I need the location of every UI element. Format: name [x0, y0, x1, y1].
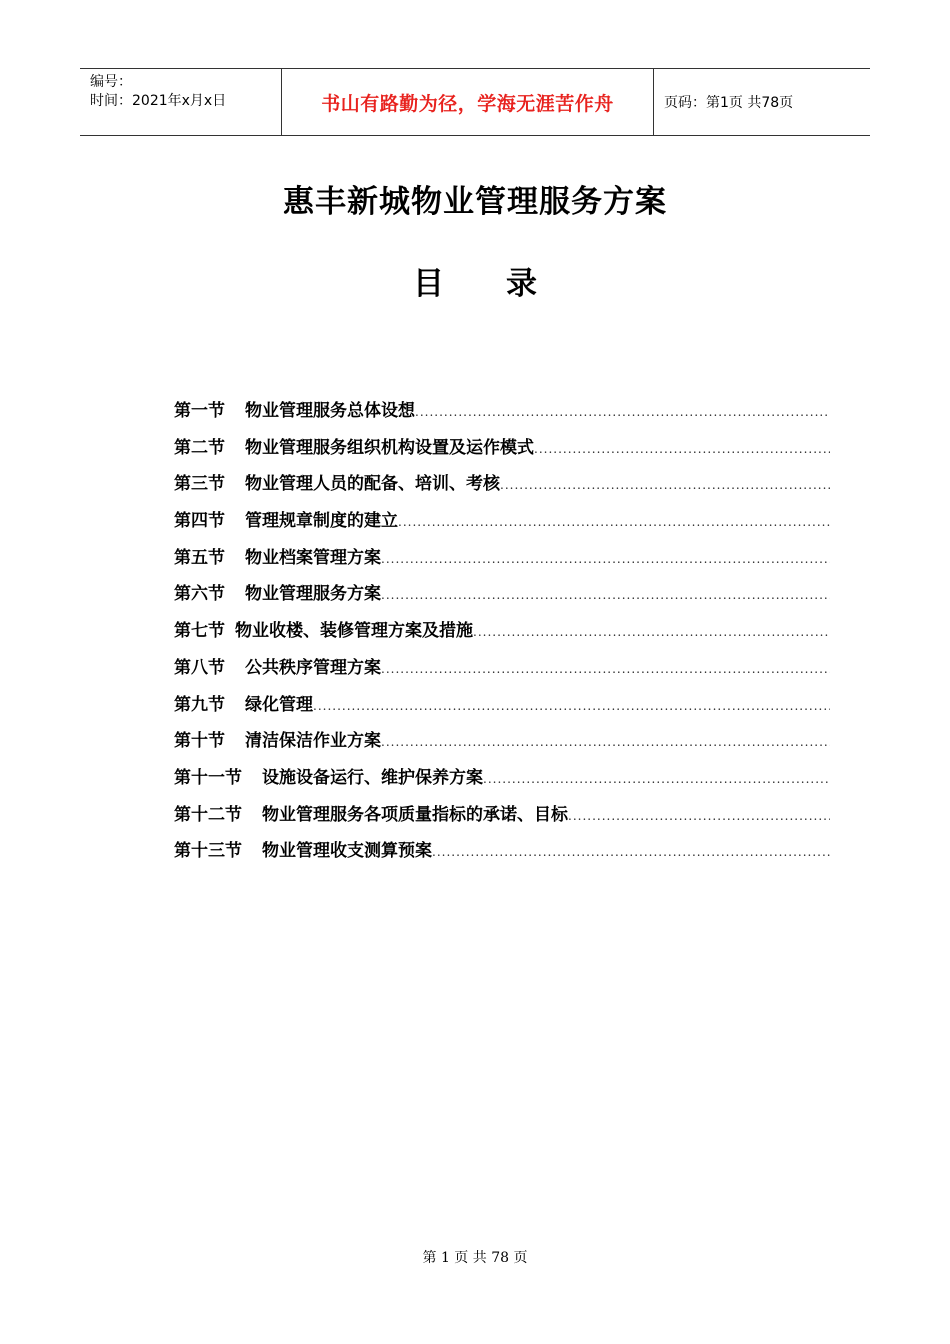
serial-label: 编号：: [90, 74, 132, 90]
motto-cell: [281, 69, 654, 135]
toc-entry[interactable]: [174, 690, 830, 727]
toc-entry[interactable]: [174, 726, 830, 763]
toc-section: 第十一节: [174, 767, 242, 788]
toc-leader: [568, 809, 830, 823]
toc-section: 第一节: [174, 401, 225, 421]
toc-title: 物业档案管理方案: [245, 547, 381, 568]
motto-text: 书山有路勤为径，学海无涯苦作舟: [321, 92, 614, 115]
page-header: [80, 68, 870, 136]
toc-title: 公共秩序管理方案: [245, 657, 381, 678]
toc-title: 物业收楼、装修管理方案及措施: [235, 621, 473, 642]
toc-title: 物业管理服务总体设想: [245, 401, 415, 421]
toc-entry[interactable]: [174, 800, 830, 837]
header-meta-cell: [80, 69, 281, 135]
toc-leader: [381, 735, 830, 749]
toc-entry[interactable]: [174, 433, 830, 470]
toc-section: 第十二节: [174, 804, 242, 825]
toc-title: 管理规章制度的建立: [245, 511, 398, 532]
toc-heading-char-1: 目: [413, 266, 444, 302]
toc-section: 第六节: [174, 584, 225, 605]
toc-entry[interactable]: [174, 579, 830, 616]
toc-entry[interactable]: [174, 616, 830, 653]
toc-heading: [0, 258, 950, 303]
toc-title: 设施设备运行、维护保养方案: [262, 767, 483, 788]
toc-leader: [398, 515, 830, 529]
toc-leader: [313, 699, 830, 713]
toc-entry[interactable]: [174, 836, 830, 873]
toc-leader: [534, 442, 830, 456]
toc-section: 第五节: [174, 547, 225, 568]
toc-title: 清洁保洁作业方案: [245, 731, 381, 752]
table-of-contents: [174, 396, 830, 873]
toc-heading-char-2: 录: [506, 266, 537, 302]
toc-leader: [381, 552, 830, 566]
toc-section: 第三节: [174, 474, 225, 495]
toc-leader: [432, 845, 830, 859]
page-info-cell: [654, 69, 870, 135]
toc-entry[interactable]: [174, 506, 830, 543]
time-label: 时间：2021年x月x日: [90, 93, 227, 109]
toc-title: 物业管理服务方案: [245, 584, 381, 605]
toc-entry[interactable]: [174, 543, 830, 580]
toc-entry[interactable]: [174, 469, 830, 506]
toc-title: 物业管理服务组织机构设置及运作模式: [245, 437, 534, 458]
toc-title: 物业管理人员的配备、培训、考核: [245, 474, 500, 495]
toc-title: 物业管理收支测算预案: [262, 841, 432, 862]
toc-leader: [381, 588, 830, 602]
toc-title: 物业管理服务各项质量指标的承诺、目标: [262, 804, 568, 825]
toc-section: 第四节: [174, 511, 225, 532]
toc-leader: [483, 772, 830, 786]
document-title: 惠丰新城物业管理服务方案: [283, 184, 667, 220]
toc-entry[interactable]: [174, 763, 830, 800]
toc-entry[interactable]: [174, 396, 830, 433]
toc-section: 第八节: [174, 657, 225, 678]
toc-leader: [415, 405, 830, 419]
toc-section: 第九节: [174, 694, 225, 715]
page-footer: 第 1 页 共 78 页: [422, 1250, 528, 1266]
page-info-text: 页码：第1页 共78页: [664, 95, 794, 111]
toc-leader: [473, 625, 830, 639]
toc-entry[interactable]: [174, 653, 830, 690]
toc-section: 第七节: [174, 621, 225, 642]
toc-leader: [381, 662, 830, 676]
toc-section: 第二节: [174, 437, 225, 458]
toc-title: 绿化管理: [245, 694, 313, 715]
toc-section: 第十节: [174, 731, 225, 752]
toc-section: 第十三节: [174, 841, 242, 862]
toc-leader: [500, 478, 830, 492]
